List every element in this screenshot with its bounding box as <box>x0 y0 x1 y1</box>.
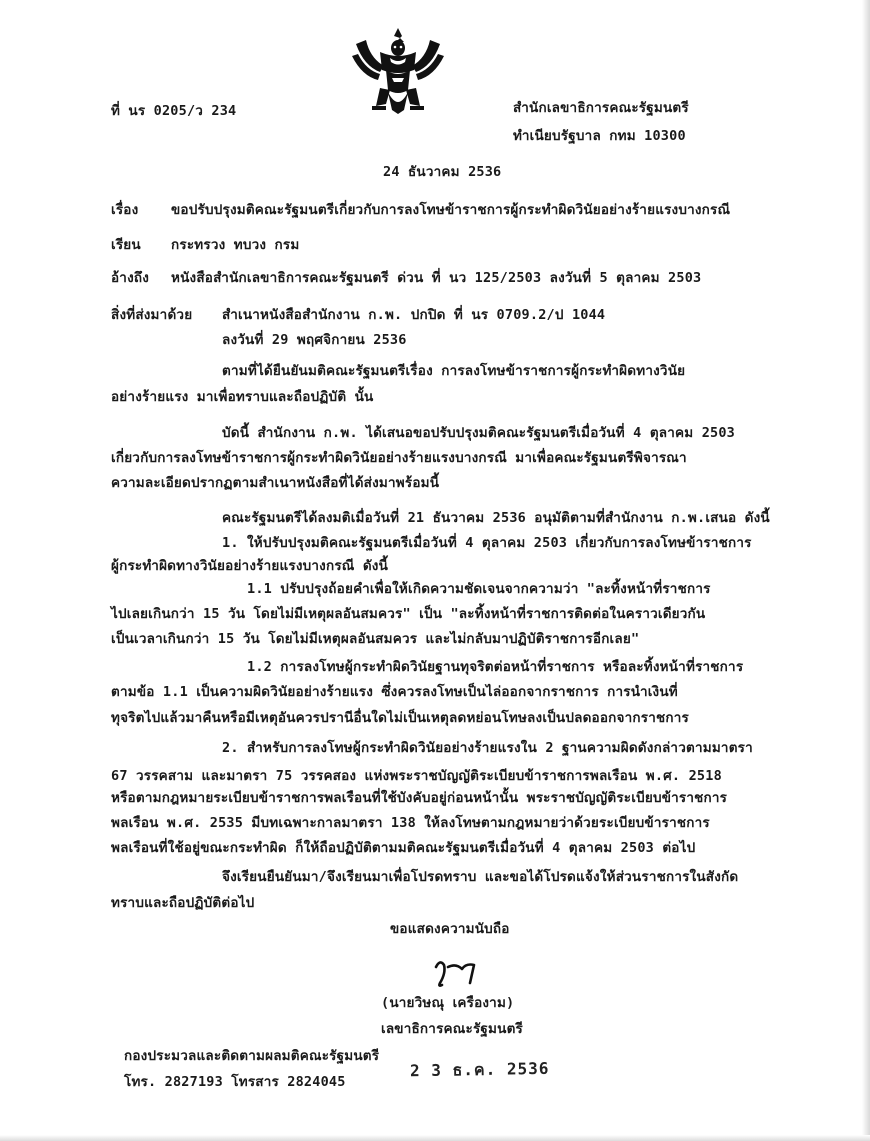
subject-text: ขอปรับปรุงมติคณะรัฐมนตรีเกี่ยวกับการลงโทษข้าราชการผู้กระทำผิดวินัยอย่างร้ายแรงบางกรณี <box>171 202 731 218</box>
garuda-emblem-icon <box>350 26 446 116</box>
body-line: เป็นเวลาเกินกว่า 15 วัน โดยไม่มีเหตุผลอันสมควร และไม่กลับมาปฏิบัติราชการอีกเลย" <box>111 631 640 647</box>
date-stamp: 2 3 ธ.ค. 2536 <box>409 1058 550 1081</box>
enclosure-line: สำเนาหนังสือสำนักงาน ก.พ. ปกปิด ที่ นร 0709.2/ป 1044 <box>222 307 606 323</box>
body-line: อย่างร้ายแรง มาเพื่อทราบและถือปฏิบัติ นั้น <box>111 389 374 405</box>
handwritten-signature <box>428 953 488 991</box>
document-number: ที่ นร 0205/ว 234 <box>111 103 237 119</box>
body-line: 1.2 การลงโทษผู้กระทำผิดวินัยฐานทุจริตต่อหน้าที่ราชการ หรือละทิ้งหน้าที่ราชการ <box>247 659 744 675</box>
body-line: ไปเลยเกินกว่า 15 วัน โดยไม่มีเหตุผลอันสมควร" เป็น "ละทิ้งหน้าที่ราชการติดต่อในคราวเดียวกัน <box>111 606 706 622</box>
body-line: 2. สำหรับการลงโทษผู้กระทำผิดวินัยอย่างร้ายแรงใน 2 ฐานความผิดดังกล่าวตามมาตรา <box>222 740 753 756</box>
body-line: 1. ให้ปรับปรุงมติคณะรัฐมนตรีเมื่อวันที่ 4 ตุลาคม 2503 เกี่ยวกับการลงโทษข้าราชการ <box>222 535 752 551</box>
office-address: ทำเนียบรัฐบาล กทม 10300 <box>513 128 686 144</box>
closing-salutation: ขอแสดงความนับถือ <box>390 921 510 937</box>
reference-text: หนังสือสำนักเลขาธิการคณะรัฐมนตรี ด่วน ที่ นว 125/2503 ลงวันที่ 5 ตุลาคม 2503 <box>171 270 702 286</box>
footer-division: กองประมวลและติดตามผลมติคณะรัฐมนตรี <box>124 1048 380 1064</box>
body-line: เกี่ยวกับการลงโทษข้าราชการผู้กระทำผิดวินัยอย่างร้ายแรงบางกรณี มาเพื่อคณะรัฐมนตรีพิจารณา <box>111 450 687 466</box>
body-line: ผู้กระทำผิดทางวินัยอย่างร้ายแรงบางกรณี ดังนี้ <box>111 558 389 574</box>
body-line: ความละเอียดปรากฏตามสำเนาหนังสือที่ได้ส่งมาพร้อมนี้ <box>111 475 440 491</box>
recipient-label: เรียน <box>111 237 141 253</box>
body-line: คณะรัฐมนตรีได้ลงมติเมื่อวันที่ 21 ธันวาคม 2536 อนุมัติตามที่สำนักงาน ก.พ.เสนอ ดังนี้ <box>222 510 770 526</box>
recipient-text: กระทรวง ทบวง กรม <box>171 237 300 253</box>
body-line: 67 วรรคสาม และมาตรา 75 วรรคสอง แห่งพระราชบัญญัติระเบียบข้าราชการพลเรือน พ.ศ. 2518 <box>111 768 722 784</box>
document-date: 24 ธันวาคม 2536 <box>383 164 502 180</box>
body-line: จึงเรียนยืนยันมา/จึงเรียนมาเพื่อโปรดทราบ และขอได้โปรดแจ้งให้ส่วนราชการในสังกัด <box>222 869 739 885</box>
body-line: พลเรือน พ.ศ. 2535 มีบทเฉพาะกาลมาตรา 138 ให้ลงโทษตามกฎหมายว่าด้วยระเบียบข้าราชการ <box>111 815 710 831</box>
body-line: บัดนี้ สำนักงาน ก.พ. ได้เสนอขอปรับปรุงมติคณะรัฐมนตรีเมื่อวันที่ 4 ตุลาคม 2503 <box>222 425 736 441</box>
body-line: ตามข้อ 1.1 เป็นความผิดวินัยอย่างร้ายแรง ซึ่งควรลงโทษเป็นไล่ออกจากราชการ การนำเงินที่ <box>111 684 678 700</box>
body-line: ทุจริตไปแล้วมาคืนหรือมีเหตุอันควรปรานีอื่นใดไม่เป็นเหตุลดหย่อนโทษลงเป็นปลดออกจากราชการ <box>111 710 689 726</box>
body-line: 1.1 ปรับปรุงถ้อยคำเพื่อให้เกิดความชัดเจนจากความว่า "ละทิ้งหน้าที่ราชการ <box>247 581 711 597</box>
enclosure-line: ลงวันที่ 29 พฤศจิกายน 2536 <box>222 332 407 348</box>
page-edge-shadow <box>0 1135 870 1141</box>
signatory-name: (นายวิษณุ เครืองาม) <box>381 995 515 1011</box>
subject-label: เรื่อง <box>111 202 139 218</box>
body-line: พลเรือนที่ใช้อยู่ขณะกระทำผิด ก็ให้ถือปฏิบัติตามมติคณะรัฐมนตรีเมื่อวันที่ 4 ตุลาคม 2503 ต่อไป <box>111 840 696 856</box>
issuing-office: สำนักเลขาธิการคณะรัฐมนตรี <box>513 100 689 116</box>
signatory-position: เลขาธิการคณะรัฐมนตรี <box>381 1021 523 1037</box>
body-line: หรือตามกฎหมายระเบียบข้าราชการพลเรือนที่ใช้บังคับอยู่ก่อนหน้านั้น พระราชบัญญัติระเบียบข้าราชการ <box>111 790 728 806</box>
enclosure-label: สิ่งที่ส่งมาด้วย <box>111 307 193 323</box>
reference-label: อ้างถึง <box>111 270 150 286</box>
page-edge-shadow <box>862 0 870 1141</box>
body-line: ทราบและถือปฏิบัติต่อไป <box>111 895 255 911</box>
body-line: ตามที่ได้ยืนยันมติคณะรัฐมนตรีเรื่อง การลงโทษข้าราชการผู้กระทำผิดทางวินัย <box>222 363 686 379</box>
footer-contact: โทร. 2827193 โทรสาร 2824045 <box>124 1074 346 1090</box>
